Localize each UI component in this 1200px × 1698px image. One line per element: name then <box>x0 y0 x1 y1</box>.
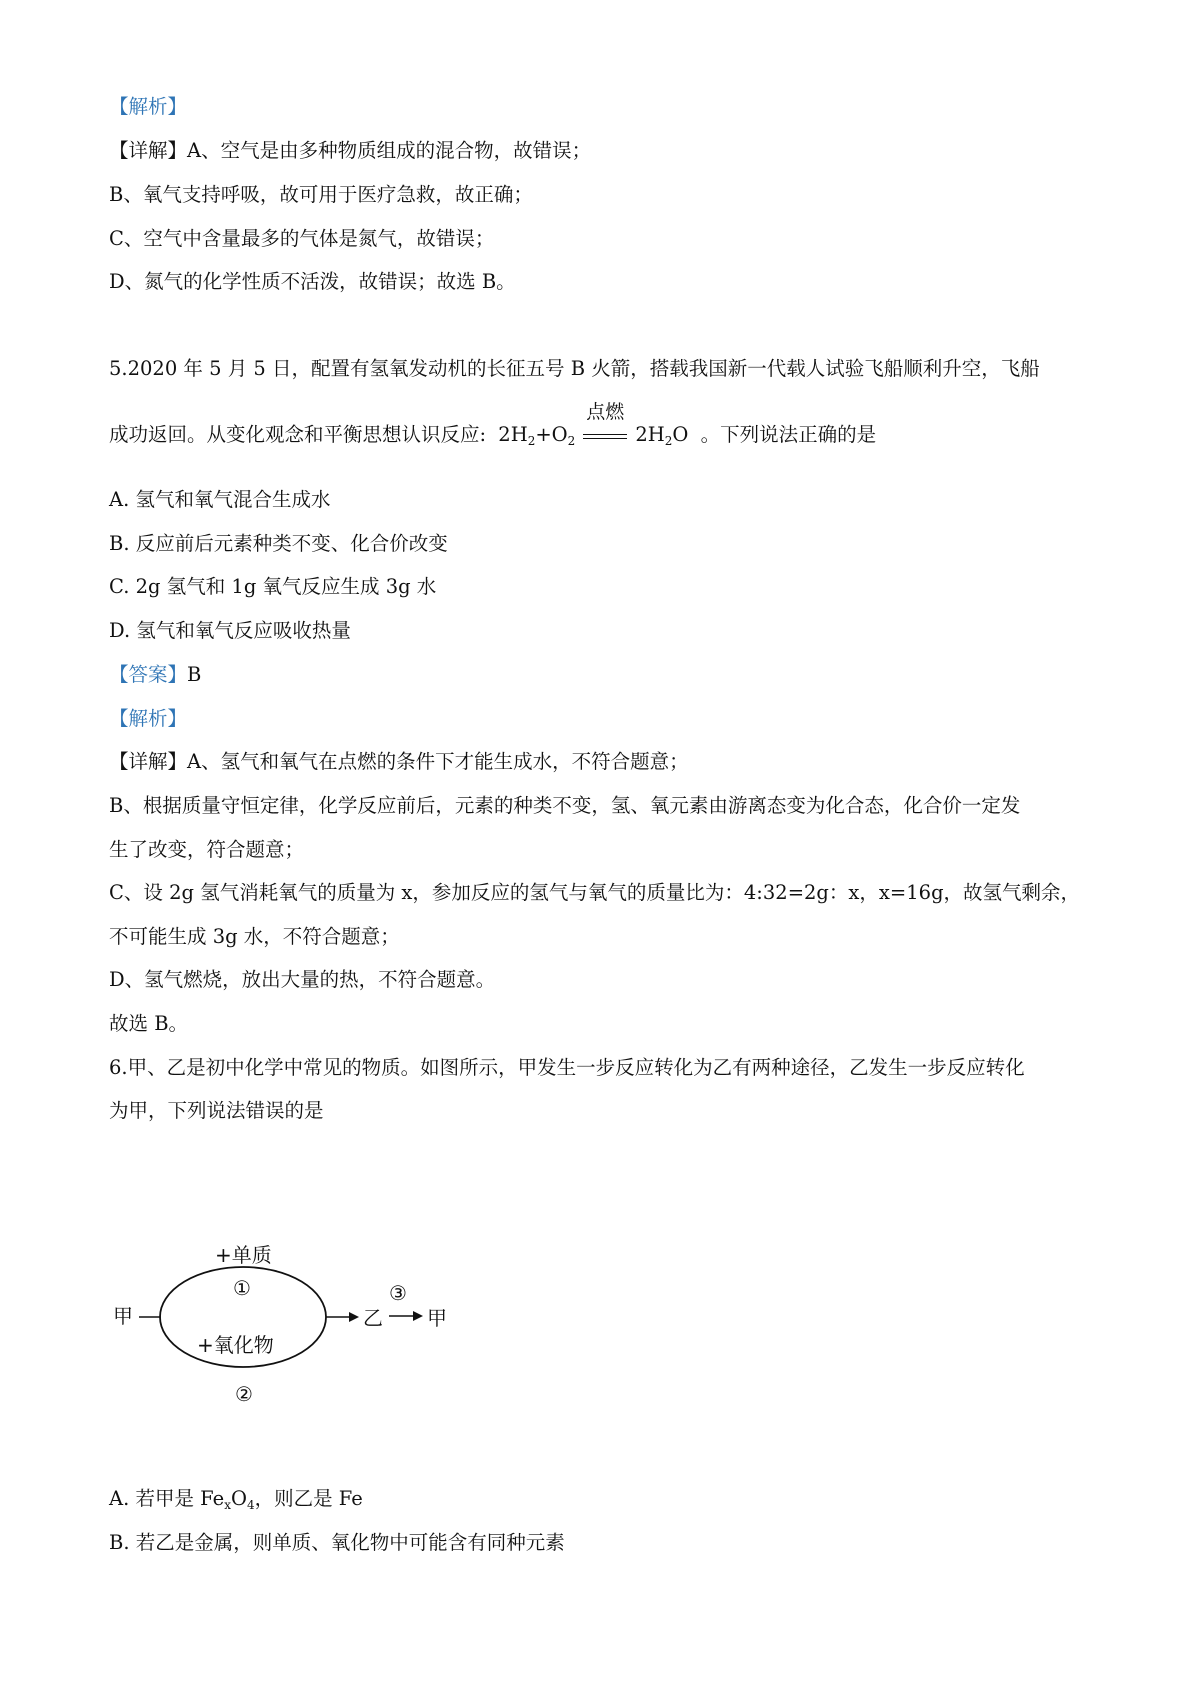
equation-sub: 2 <box>567 434 576 448</box>
question-6-stem-line2: 为甲，下列说法错误的是 <box>109 1099 324 1122</box>
detail-text: A、空气是由多种物质组成的混合物，故错误； <box>187 139 592 162</box>
question-5-stem-line1: 5.2020 年 5 月 5 日，配置有氢氧发动机的长征五号 B 火箭，搭载我国新一代载人试验飞船顺利升空，飞船 <box>109 357 1040 380</box>
option-5-b: B. 反应前后元素种类不变、化合价改变 <box>109 532 448 555</box>
equation-sub: 2 <box>664 434 673 448</box>
answer-value: B <box>187 663 202 686</box>
diagram-end-jia: 甲 <box>427 1306 447 1330</box>
diagram-step-1: ① <box>233 1276 251 1300</box>
chemical-equation <box>498 400 694 448</box>
equation-left-h2: 2H <box>498 423 528 446</box>
equals-bar <box>583 434 627 435</box>
option-5-d: D. 氢气和氧气反应吸收热量 <box>109 619 351 642</box>
diagram-step-2: ② <box>235 1382 253 1406</box>
detail-q4-a <box>109 137 591 165</box>
detail-label: 【详解】 <box>109 139 188 162</box>
option-text: A. 若甲是 Fe <box>109 1487 225 1510</box>
stem-text-end: 。下列说法正确的是 <box>700 423 877 446</box>
option-text-end: ，则乙是 Fe <box>254 1487 363 1510</box>
diagram-arrowhead-2 <box>413 1311 423 1321</box>
detail-q5-b-line1: B、根据质量守恒定律，化学反应前后，元素的种类不变，氢、氧元素由游离态变为化合态，化合价一定发 <box>109 794 1021 817</box>
detail-q5-d: D、氢气燃烧，放出大量的热，不符合题意。 <box>109 968 496 991</box>
analysis-label-q5: 【解析】 <box>109 707 188 730</box>
equation-right-h2o: 2H <box>635 423 665 446</box>
detail-text: A、氢气和氧气在点燃的条件下才能生成水，不符合题意； <box>187 750 689 773</box>
diagram-arrowhead-1 <box>349 1312 359 1322</box>
detail-q4-b: B、氧气支持呼吸，故可用于医疗急救，故正确； <box>109 183 533 206</box>
conversion-diagram <box>109 1238 489 1414</box>
answer-label: 【答案】 <box>109 663 188 686</box>
detail-q4-d: D、氮气的化学性质不活泼，故错误；故选 B。 <box>109 270 516 293</box>
stem-text: 成功返回。从变化观念和平衡思想认识反应: <box>109 423 487 446</box>
question-5-stem-line2 <box>109 400 877 455</box>
formula-o: O <box>230 1487 247 1510</box>
diagram-bottom-reagent: +氧化物 <box>197 1333 274 1357</box>
detail-label: 【详解】 <box>109 750 188 773</box>
detail-q4-c: C、空气中含量最多的气体是氮气，故错误； <box>109 227 495 250</box>
equation-right-o: O <box>672 423 689 446</box>
option-6-a <box>109 1485 363 1519</box>
question-6-stem-line1: 6.甲、乙是初中化学中常见的物质。如图所示，甲发生一步反应转化为乙有两种途径，乙发生一步反应转化 <box>109 1056 1025 1079</box>
option-6-b: B. 若乙是金属，则单质、氧化物中可能含有同种元素 <box>109 1531 565 1554</box>
diagram-step-3: ③ <box>389 1281 407 1305</box>
equals-bar <box>583 438 627 439</box>
detail-q5-c-line2: 不可能生成 3g 水，不符合题意； <box>109 925 400 948</box>
diagram-middle-yi: 乙 <box>363 1306 383 1330</box>
equation-arrow <box>579 400 631 446</box>
equation-condition: 点燃 <box>586 400 625 423</box>
diagram-top-reagent: +单质 <box>215 1243 272 1267</box>
equation-sub: 2 <box>527 434 536 448</box>
option-5-a: A. 氢气和氧气混合生成水 <box>109 488 331 511</box>
diagram-start-jia: 甲 <box>113 1304 133 1328</box>
formula-sub-4: 4 <box>246 1498 255 1512</box>
detail-q5-b-line2: 生了改变，符合题意； <box>109 838 305 861</box>
detail-q5-a <box>109 748 689 776</box>
detail-q5-conclusion: 故选 B。 <box>109 1012 189 1035</box>
detail-q5-c-line1: C、设 2g 氢气消耗氧气的质量为 x，参加反应的氢气与氧气的质量比为：4:32=2g：x，x=16g，故氢气剩余， <box>109 881 1081 904</box>
answer-q5 <box>109 661 201 689</box>
analysis-label-q4: 【解析】 <box>109 95 188 118</box>
formula-sub-x: x <box>224 1498 231 1512</box>
equation-plus-o2: +O <box>535 423 568 446</box>
option-5-c: C. 2g 氢气和 1g 氧气反应生成 3g 水 <box>109 575 437 598</box>
